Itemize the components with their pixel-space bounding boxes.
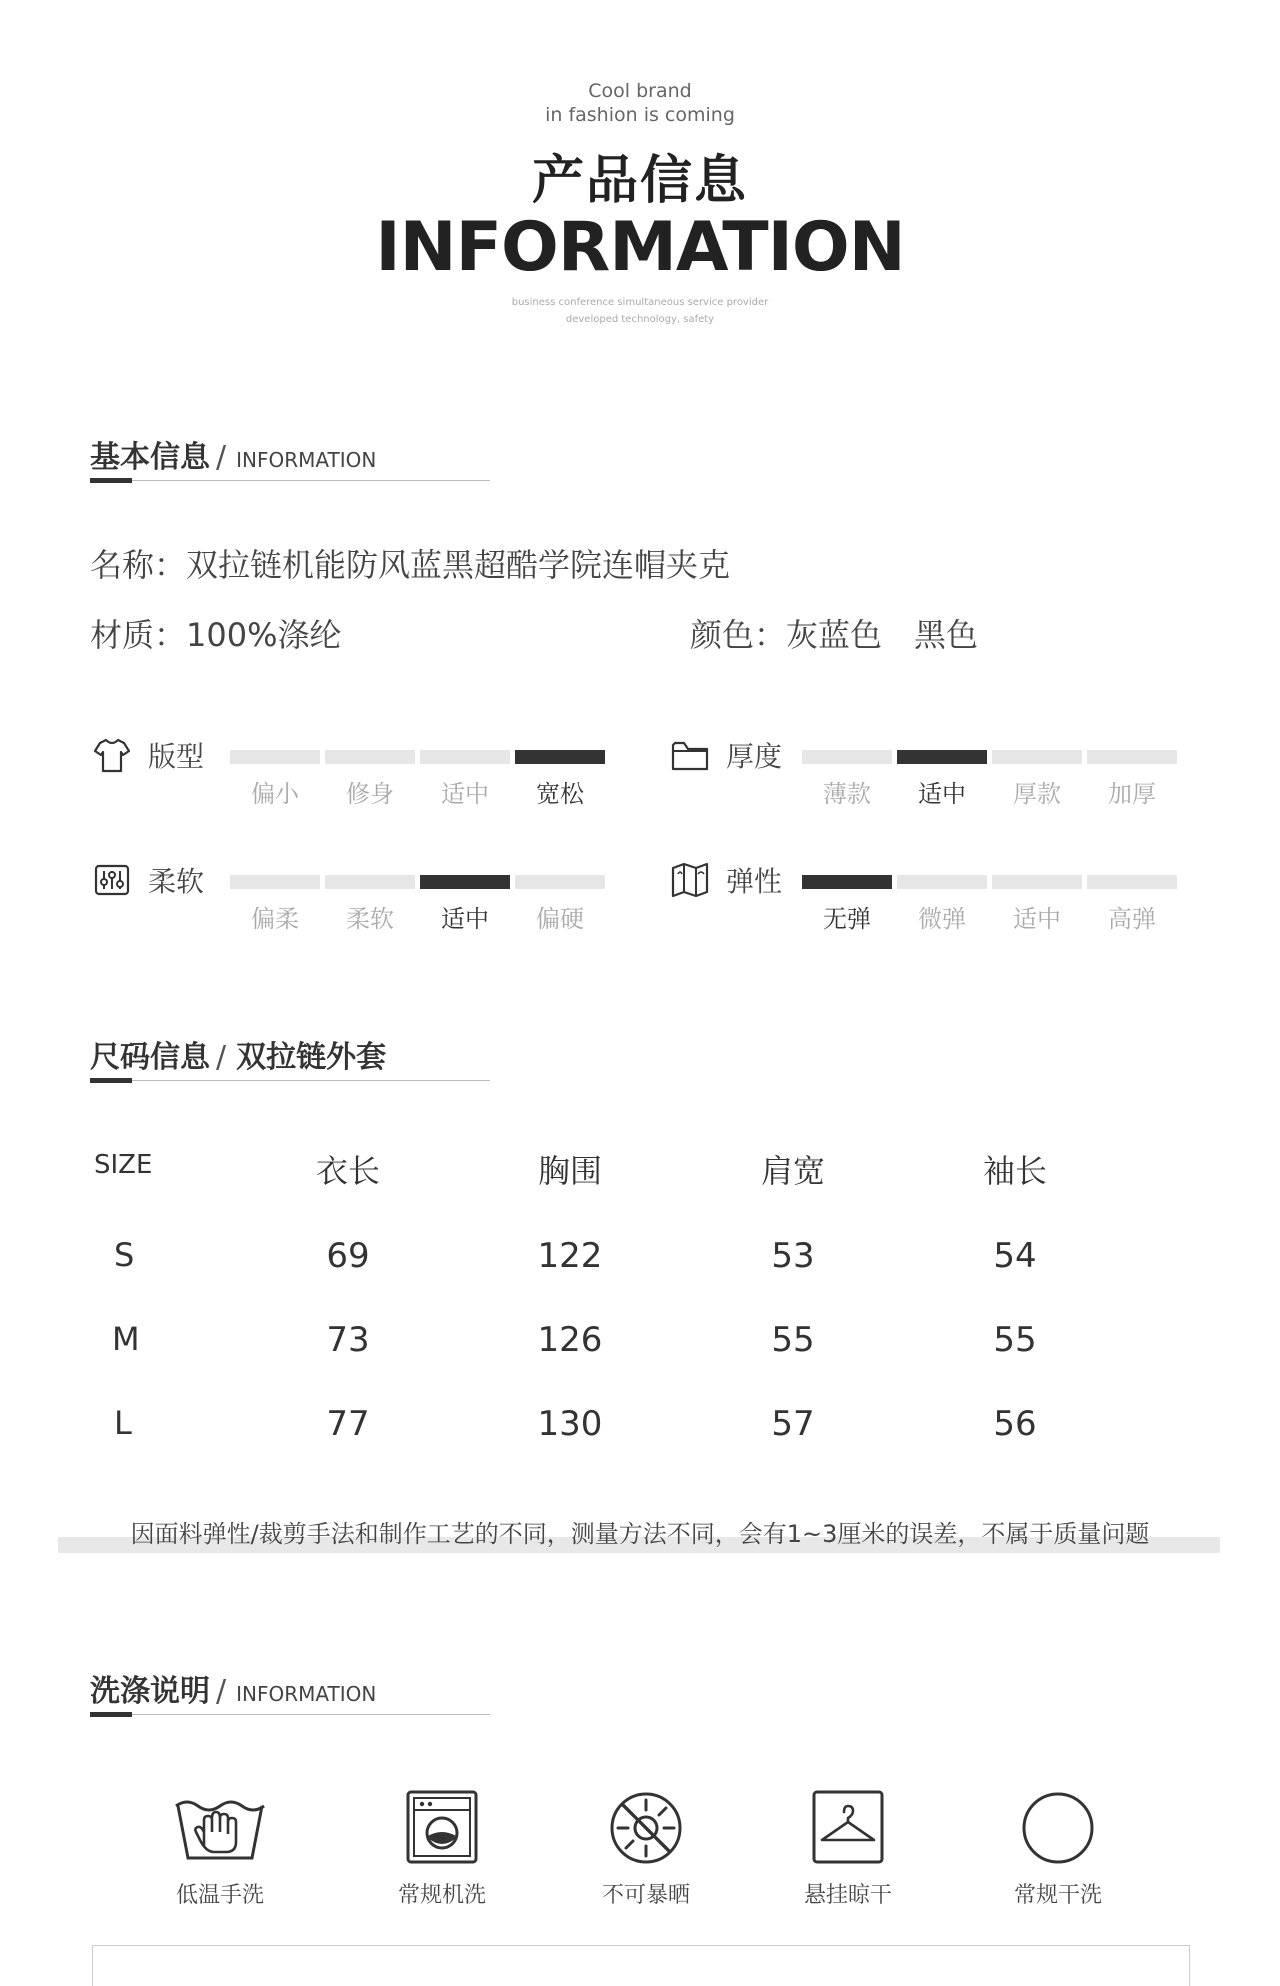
- size-header-sleeve: 袖长: [982, 1152, 1047, 1190]
- table-cell: 56: [993, 1404, 1037, 1444]
- attribute-label: 柔软: [148, 865, 205, 898]
- scale-option-label: 适中: [441, 780, 489, 808]
- hero-small-line-1: business conference simultaneous service provider: [511, 297, 769, 308]
- section-title: 洗涤说明: [90, 1674, 210, 1709]
- section-title: 基本信息: [90, 440, 210, 475]
- section-header-care: [90, 1666, 490, 1726]
- scale-option-label: 适中: [918, 780, 966, 808]
- map-fold-icon: [670, 860, 710, 900]
- scale-segment: [420, 875, 510, 889]
- no-sun-icon: [596, 1790, 696, 1864]
- care-item: [978, 1790, 1138, 1909]
- section-separator: /: [216, 440, 227, 475]
- scale-segment: [230, 875, 320, 889]
- care-label: 低温手洗: [175, 1883, 264, 1908]
- attribute-fit: [92, 735, 205, 779]
- table-cell: 130: [537, 1404, 603, 1444]
- scale-segment: [420, 750, 510, 764]
- scale-option-label: 微弹: [918, 905, 966, 933]
- scale-option-label: 修身: [346, 780, 394, 808]
- table-cell: 55: [993, 1320, 1037, 1360]
- scale-option-label: 适中: [1013, 905, 1061, 933]
- scale-segment: [897, 750, 987, 764]
- table-cell: 55: [771, 1320, 815, 1360]
- section-separator: /: [216, 1040, 227, 1075]
- size-table: [0, 1140, 1280, 1460]
- section-title-en: INFORMATION: [236, 448, 377, 472]
- table-cell: 53: [771, 1236, 815, 1276]
- scale-segment: [802, 750, 892, 764]
- scale-segment: [515, 750, 605, 764]
- section-title-en: INFORMATION: [236, 1682, 377, 1706]
- scale-segment: [230, 750, 320, 764]
- care-label: 不可暴晒: [601, 1883, 690, 1908]
- scale-option-label: 加厚: [1108, 780, 1156, 808]
- table-row-size: S: [114, 1236, 135, 1274]
- table-cell: 77: [326, 1404, 370, 1444]
- section-header-size: [90, 1032, 490, 1092]
- scale-segment: [897, 875, 987, 889]
- scale-option-label: 适中: [441, 905, 489, 933]
- table-cell: 73: [326, 1320, 370, 1360]
- scale-segment: [325, 875, 415, 889]
- scale-segment: [1087, 750, 1177, 764]
- section-title: 尺码信息: [90, 1040, 210, 1075]
- hero-tagline-1: Cool brand: [588, 80, 692, 102]
- scale-option-label: 偏硬: [536, 905, 584, 933]
- table-cell: 57: [771, 1404, 815, 1444]
- care-label: 常规干洗: [1013, 1883, 1102, 1908]
- size-note: 因面料弹性/裁剪手法和制作工艺的不同，测量方法不同，会有1~3厘米的误差，不属于质量问题: [130, 1520, 1150, 1548]
- section-subtitle: 双拉链外套: [236, 1040, 387, 1075]
- care-label: 悬挂晾干: [803, 1883, 892, 1908]
- table-cell: 54: [993, 1236, 1037, 1276]
- care-item: [768, 1790, 928, 1909]
- product-color: 颜色：灰蓝色 黑色: [690, 616, 979, 654]
- attribute-label: 弹性: [726, 865, 783, 898]
- attribute-label: 厚度: [726, 740, 783, 773]
- scale-segment: [1087, 875, 1177, 889]
- hero-tagline-2: in fashion is coming: [545, 104, 735, 126]
- tshirt-icon: [92, 735, 132, 775]
- size-header-shoulder: 肩宽: [760, 1152, 825, 1190]
- scale-thickness: [802, 750, 1182, 810]
- machine-wash-icon: [392, 1790, 492, 1864]
- attribute-elasticity: [670, 860, 783, 904]
- scale-option-label: 薄款: [823, 780, 871, 808]
- scale-option-label: 柔软: [346, 905, 394, 933]
- care-item: [140, 1790, 300, 1909]
- scale-option-label: 厚款: [1013, 780, 1061, 808]
- section-header-basic: [90, 432, 490, 492]
- attribute-thickness: [670, 735, 783, 779]
- scale-option-label: 偏小: [251, 780, 299, 808]
- hero-title-cn: 产品信息: [531, 151, 748, 211]
- scale-elasticity: [802, 875, 1182, 935]
- table-cell: 69: [326, 1236, 370, 1276]
- scale-segment: [515, 875, 605, 889]
- hand-wash-icon: [170, 1790, 270, 1864]
- bottom-frame: [92, 1945, 1190, 1986]
- product-material: 材质：100%涤纶: [90, 616, 342, 654]
- table-row-size: M: [112, 1320, 140, 1358]
- folder-icon: [670, 735, 710, 775]
- scale-option-label: 高弹: [1108, 905, 1156, 933]
- scale-option-label: 偏柔: [251, 905, 299, 933]
- scale-segment: [325, 750, 415, 764]
- hang-dry-icon: [798, 1790, 898, 1864]
- hero-small-line-2: developed technology, safety: [565, 314, 715, 325]
- scale-segment: [992, 875, 1082, 889]
- scale-option-label: 宽松: [536, 780, 584, 808]
- care-item: [566, 1790, 726, 1909]
- attribute-softness: [92, 860, 205, 904]
- section-separator: /: [216, 1674, 227, 1709]
- scale-option-label: 无弹: [823, 905, 871, 933]
- size-header-length: 衣长: [315, 1152, 380, 1190]
- product-name: 名称：双拉链机能防风蓝黑超酷学院连帽夹克: [90, 546, 731, 584]
- care-item: [362, 1790, 522, 1909]
- dry-clean-icon: [1008, 1790, 1108, 1864]
- size-header-chest: 胸围: [537, 1152, 602, 1190]
- scale-segment: [992, 750, 1082, 764]
- scale-fit: [230, 750, 610, 810]
- sliders-icon: [92, 860, 132, 900]
- table-row-size: L: [114, 1404, 132, 1442]
- care-label: 常规机洗: [397, 1883, 486, 1908]
- hero-title-en: INFORMATION: [375, 208, 905, 287]
- attribute-label: 版型: [148, 740, 205, 773]
- table-cell: 122: [537, 1236, 603, 1276]
- scale-segment: [802, 875, 892, 889]
- size-header-size: SIZE: [94, 1150, 153, 1180]
- table-cell: 126: [537, 1320, 603, 1360]
- scale-softness: [230, 875, 610, 935]
